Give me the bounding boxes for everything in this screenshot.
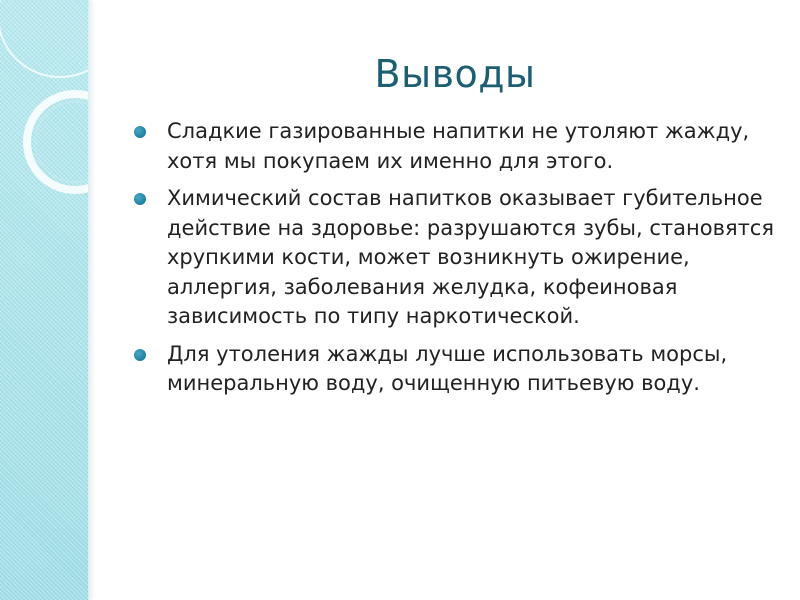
list-item [130, 184, 785, 332]
decorative-side-panel [0, 0, 89, 600]
bullet-text: Химический состав напитков оказывает губительное действие на здоровье: разрушаются зубы, становятся хрупкими кости, может возникнуть ожирение, аллергия, заболевания желудка, кофеиновая зависимость по типу наркотической. [167, 186, 774, 328]
bullet-icon [134, 193, 146, 205]
slide-title: Выводы [374, 52, 536, 96]
list-item [130, 117, 785, 176]
bullet-text: Для утоления жажды лучше использовать морсы, минеральную воду, очищенную питьевую воду. [167, 341, 728, 395]
bullet-icon [134, 126, 146, 138]
bullet-icon [134, 349, 146, 361]
list-item [130, 340, 785, 399]
decorative-circles-icon [0, 0, 88, 600]
bullet-text: Сладкие газированные напитки не утоляют жажду, хотя мы покупаем их именно для этого. [167, 119, 750, 173]
bullet-list [130, 117, 785, 407]
